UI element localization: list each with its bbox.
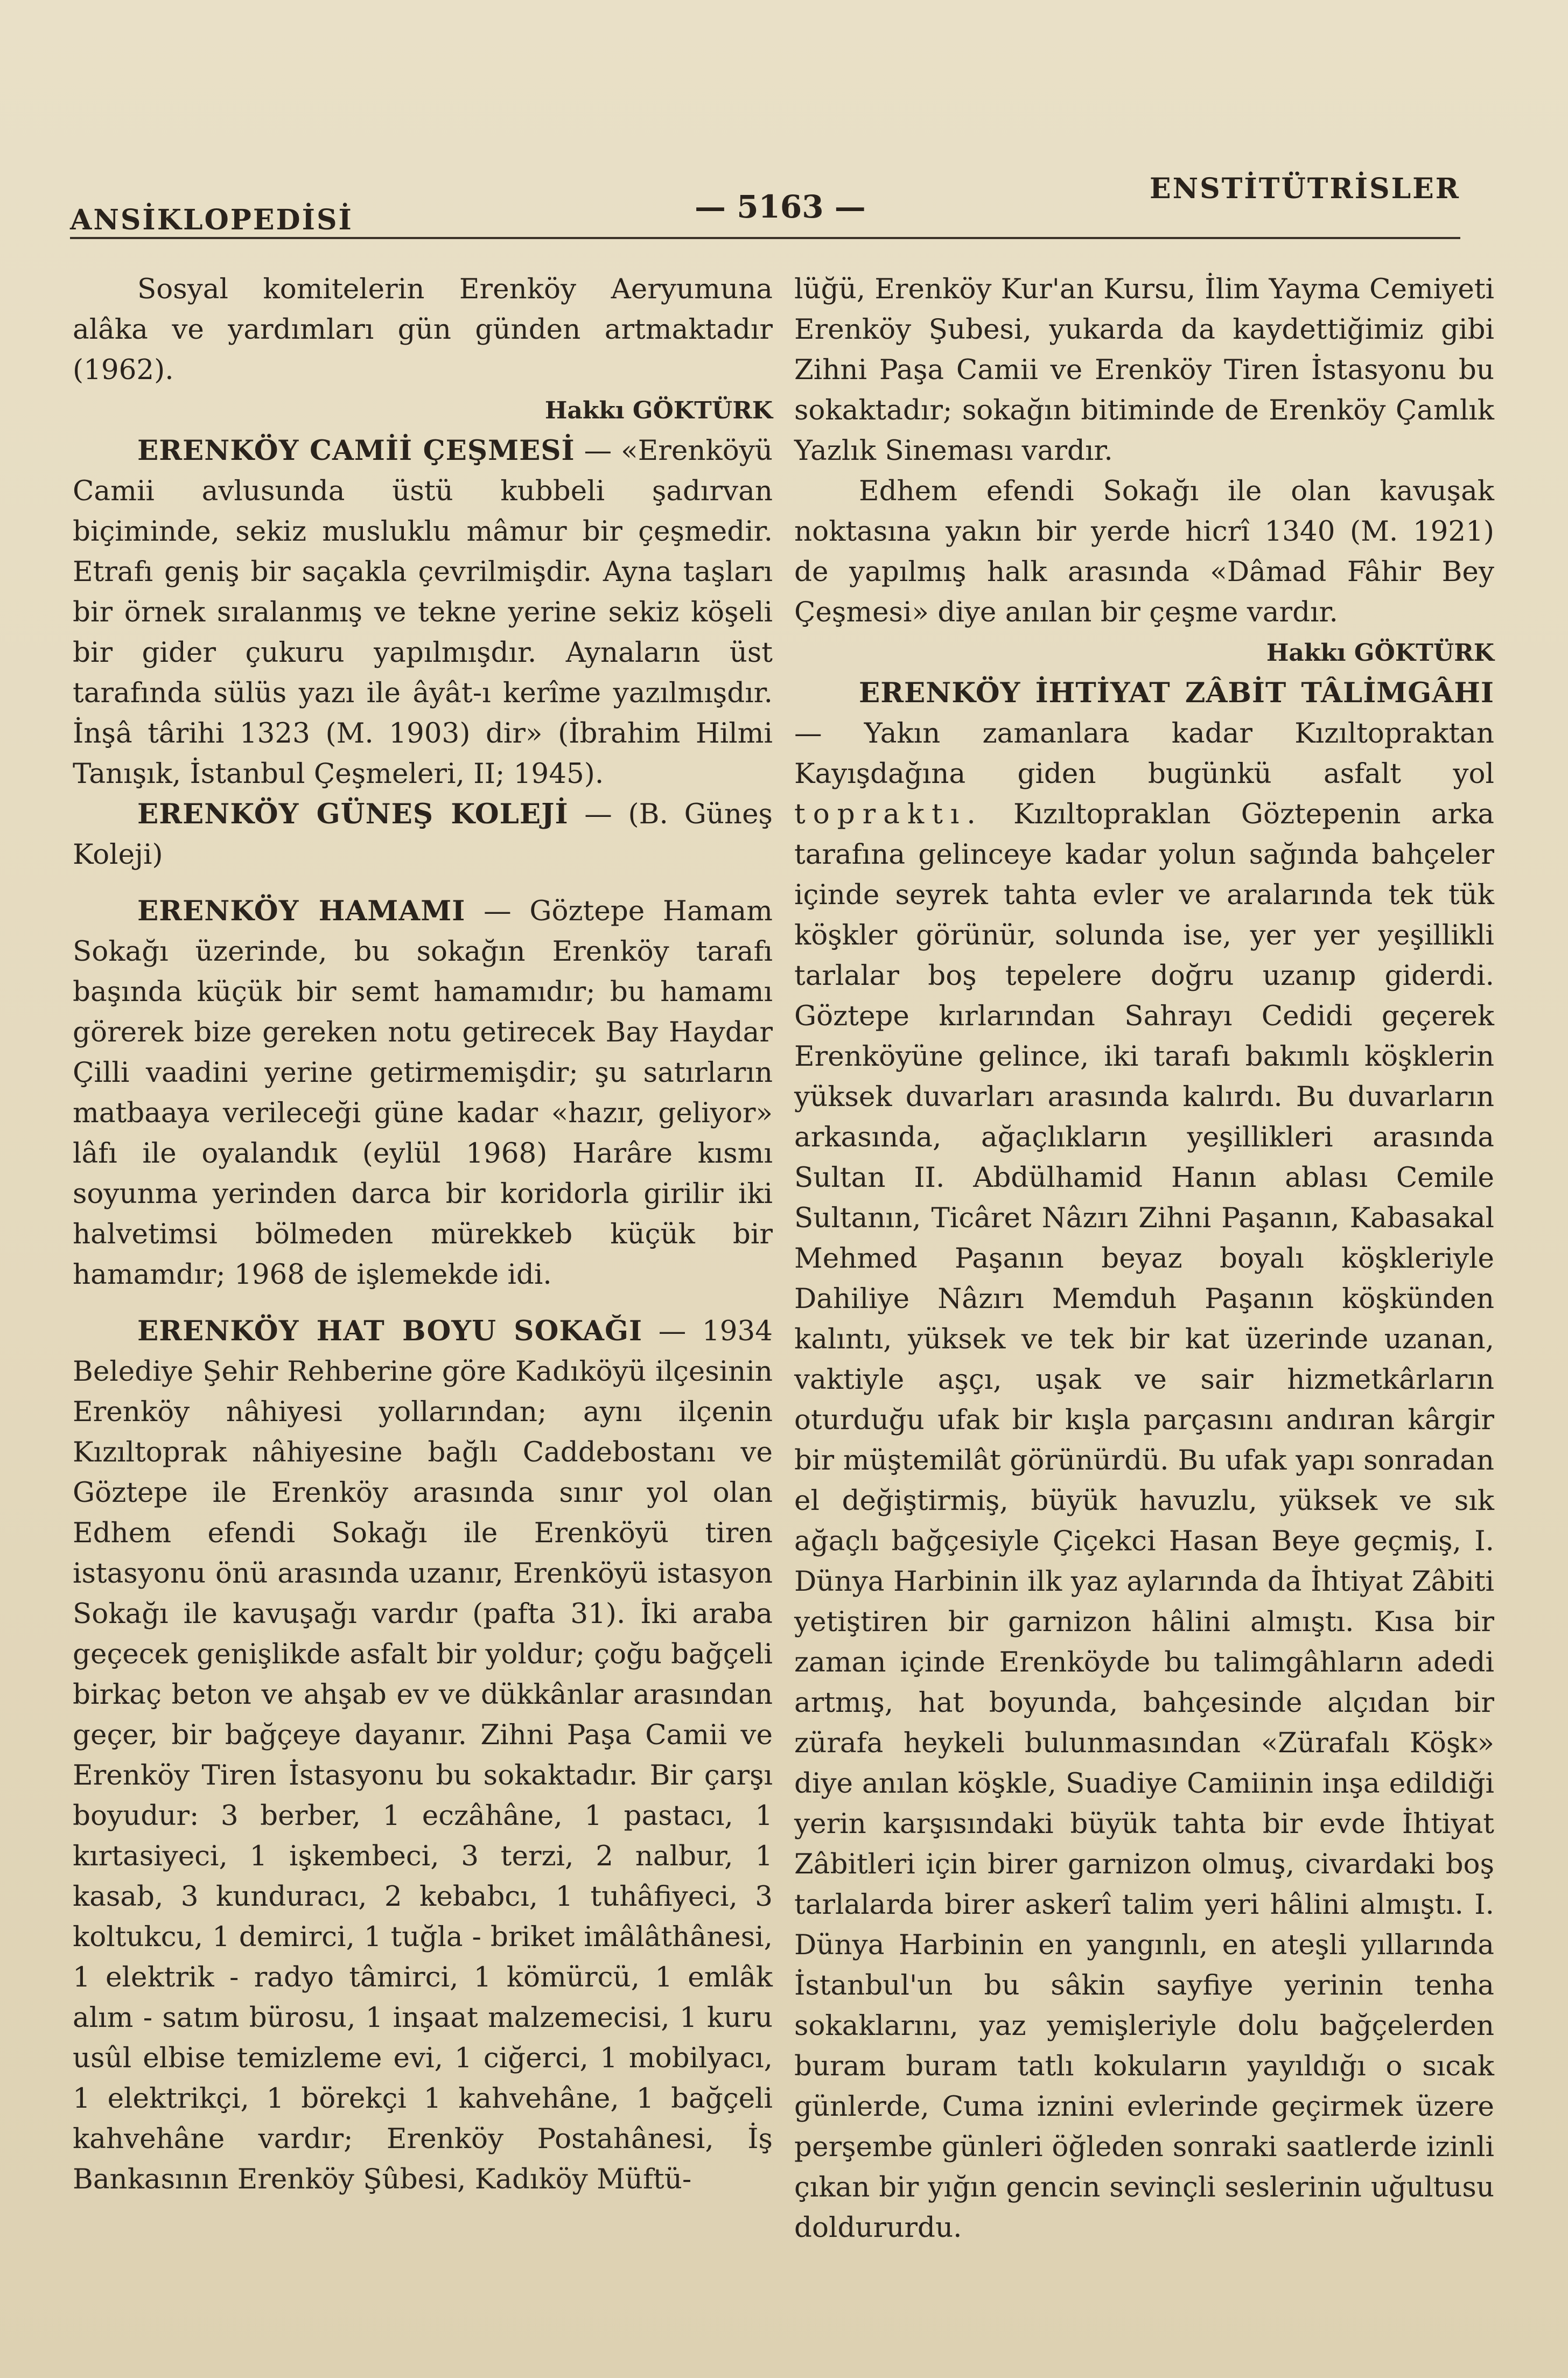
entry-hamam-body: — Göztepe Hamam Sokağı üzerinde, bu sokağın Erenköy tarafı başında küçük bir semt hamamıdır; bu hamamı görerek bize gereken notu getirecek Bay Haydar Çilli vaadini yerine getirmemişdir; şu satırların matbaaya verileceği güne kadar «hazır, geliyor» lâfı ile oyalandık (eylül 1968) Harâre kısmı soyunma yerinden darca bir koridorla girilir iki halvetimsi bölmeden mürekkeb küçük bir hamamdır; 1968 de işlemekde idi. bbox=[73, 895, 773, 1291]
entry-hatboyu-paragraph-2: Edhem efendi Sokağı ile olan kavuşak noktasına yakın bir yerde hicrî 1340 (M. 1921) de yapılmış halk arasında «Dâmad Fâhir Bey Çeşmesi» diye anılan bir çeşme vardır. bbox=[794, 475, 1494, 628]
entry-hamam-heading: ERENKÖY HAMAMI bbox=[137, 895, 466, 927]
entry-ihtiyat-body-1: — Yakın zamanlara kadar Kızıltopraktan Kayışdağına giden bugünkü asfalt yol bbox=[794, 717, 1494, 790]
entry-cesme-body: — «Erenköyü Camii avlusunda üstü kubbeli şadırvan biçiminde, sekiz musluklu mâmur bir çeşmedir. Etrafı geniş bir saçakla çevrilmişdir. Ayna taşları bir örnek sıralanmış ve tekne yerine sekiz köşeli bir gider çukuru yapılmışdır. Aynaların üst tarafında sülüs yazı ile âyât-ı kerîme yazılmışdır. İnşâ târihi 1323 (M. 1903) dir» (İbrahim Hilmi Tanışık, İstanbul Çeşmeleri, II; 1945). bbox=[73, 435, 773, 790]
entry-hatboyu bbox=[73, 1311, 773, 2200]
entry-ihtiyat-spaced-word: topraktı. bbox=[794, 798, 983, 830]
entry-cesme bbox=[73, 431, 773, 794]
right-column bbox=[794, 269, 1494, 2248]
entry-hamam bbox=[73, 891, 773, 1295]
entry-hatboyu-body: — 1934 Belediye Şehir Rehberine göre Kadıköyü ilçesinin Erenköy nâhiyesi yollarından; aynı ilçenin Kızıltoprak nâhiyesine bağlı Caddebostanı ve Göztepe ile Erenköy arasında sınır yol olan Edhem efendi Sokağı ile Erenköyü tiren istasyonu önü arasında uzanır, Erenköyü istasyon Sokağı ile kavuşağı vardır (pafta 31). İki araba geçecek genişlikde asfalt bir yoldur; çoğu bağçeli birkaç beton ve ahşab ev ve dükkânlar arasından geçer, bir bağçeye dayanır. Zihni Paşa Camii ve Erenköy Tiren İstasyonu bu sokaktadır. Bir çarşı boyudur: 3 berber, 1 eczâhâne, 1 pastacı, 1 kırtasiyeci, 1 işkembeci, 3 terzi, 2 nalbur, 1 kasab, 3 kunduracı, 2 kebabcı, 1 tuhâfiyeci, 3 koltukcu, 1 demirci, 1 tuğla - briket imâlâthânesi, 1 elektrik - radyo tâmirci, 1 kömürcü, 1 emlâk alım - satım bürosu, 1 inşaat malzemecisi, 1 kuru usûl elbise temizleme evi, 1 ciğerci, 1 mobilyacı, 1 elektrikçi, 1 börekçi 1 kahvehâne, 1 bağçeli kahvehâne vardır; Erenköy Postahânesi, İş Bankasının Erenköy Şûbesi, Kadıköy Müftü- bbox=[73, 1315, 773, 2195]
intro-paragraph: Sosyal komitelerin Erenköy Aeryumuna alâka ve yardımları gün günden artmaktadır (1962). bbox=[73, 273, 773, 386]
header-right-title: ENSTİTÜTRİSLER bbox=[1150, 172, 1460, 205]
entry-ihtiyat-body-2: Kızıltopraklan Göztepenin arka tarafına gelinceye kadar yolun sağında bahçeler içinde seyrek tahta evler ve aralarında tek tük köşkler görünür, solunda ise, yer yer yeşillikli tarlalar boş tepelere doğru uzanıp giderdi. Göztepe kırlarından Sahrayı Cedidi geçerek Erenköyüne gelince, iki tarafı bakımlı köşklerin yüksek duvarları arasında kalırdı. Bu duvarların arkasında, ağaçlıkların yeşillikleri arasında Sultan II. Abdülhamid Hanın ablası Cemile Sultanın, Ticâret Nâzırı Zihni Paşanın, Kabasakal Mehmed Paşanın beyaz boyalı köşkleriyle Dahiliye Nâzırı Memduh Paşanın köşkünden kalıntı, yüksek ve tek bir kat üzerinde uzanan, vaktiyle aşçı, uşak ve sair hizmetkârların oturduğu ufak bir kışla parçasını andıran kârgir bir müştemilât görünürdü. Bu ufak yapı sonradan el değiştirmiş, büyük havuzlu, yüksek ve sık ağaçlı bağçesiyle Çiçekci Hasan Beye geçmiş, I. Dünya Harbinin ilk yaz aylarında da İhtiyat Zâbiti yetiştiren bir garnizon hâlini almıştı. Kısa bir zaman içinde Erenköyde bu talimgâhların adedi artmış, hat boyunda, bahçesinde alçıdan bir zürafa heykeli bulunmasından «Zürafalı Köşk» diye anılan köşkle, Suadiye Camiinin inşa edildiği yerin karşısındaki büyük tahta bir evde İhtiyat Zâbitleri için birer garnizon olmuş, civardaki boş tarlalarda birer askerî talim yeri hâlini almıştı. I. Dünya Harbinin en yangınlı, en ateşli yıllarında İstanbul'un bu sâkin sayfiye yerinin tenha sokaklarını, yaz yemişleriyle dolu bağçelerden buram buram tatlı kokuların yayıldığı o sıcak günlerde, Cuma iznini evlerinde geçirmek üzere perşembe günleri öğleden sonraki saatlerde izinli çıkan bir yığın gencin sevinçli seslerinin uğultusu doldururdu. bbox=[794, 798, 1494, 2244]
left-column bbox=[73, 269, 773, 2200]
header-rule bbox=[70, 237, 1460, 239]
entry-kolej-body: — (B. Güneş Koleji) bbox=[73, 798, 773, 871]
running-header bbox=[70, 172, 1460, 237]
entry-kolej-heading: ERENKÖY GÜNEŞ KOLEJİ bbox=[137, 798, 569, 830]
entry-ihtiyat bbox=[794, 673, 1494, 2248]
page-number: — 5163 — bbox=[695, 188, 866, 225]
intro-signature: Hakkı GÖKTÜRK bbox=[544, 397, 773, 424]
entry-ihtiyat-heading: ERENKÖY İHTİYAT ZÂBİT TÂLİMGÂHI bbox=[859, 677, 1494, 709]
entry-hatboyu-continuation: lüğü, Erenköy Kur'an Kursu, İlim Yayma Cemiyeti Erenköy Şubesi, yukarda da kaydettiğimiz gibi Zihni Paşa Camii ve Erenköy Tiren İstasyonu bu sokaktadır; sokağın bitiminde de Erenköy Çamlık Yazlık Sineması vardır. bbox=[794, 273, 1494, 467]
header-left-title: ANSİKLOPEDİSİ bbox=[70, 204, 353, 236]
entry-hatboyu-heading: ERENKÖY HAT BOYU SOKAĞI bbox=[137, 1315, 643, 1347]
hatboyu-signature: Hakkı GÖKTÜRK bbox=[1266, 639, 1494, 667]
entry-kolej bbox=[73, 794, 773, 875]
entry-cesme-heading: ERENKÖY CAMİİ ÇEŞMESİ bbox=[137, 435, 575, 467]
